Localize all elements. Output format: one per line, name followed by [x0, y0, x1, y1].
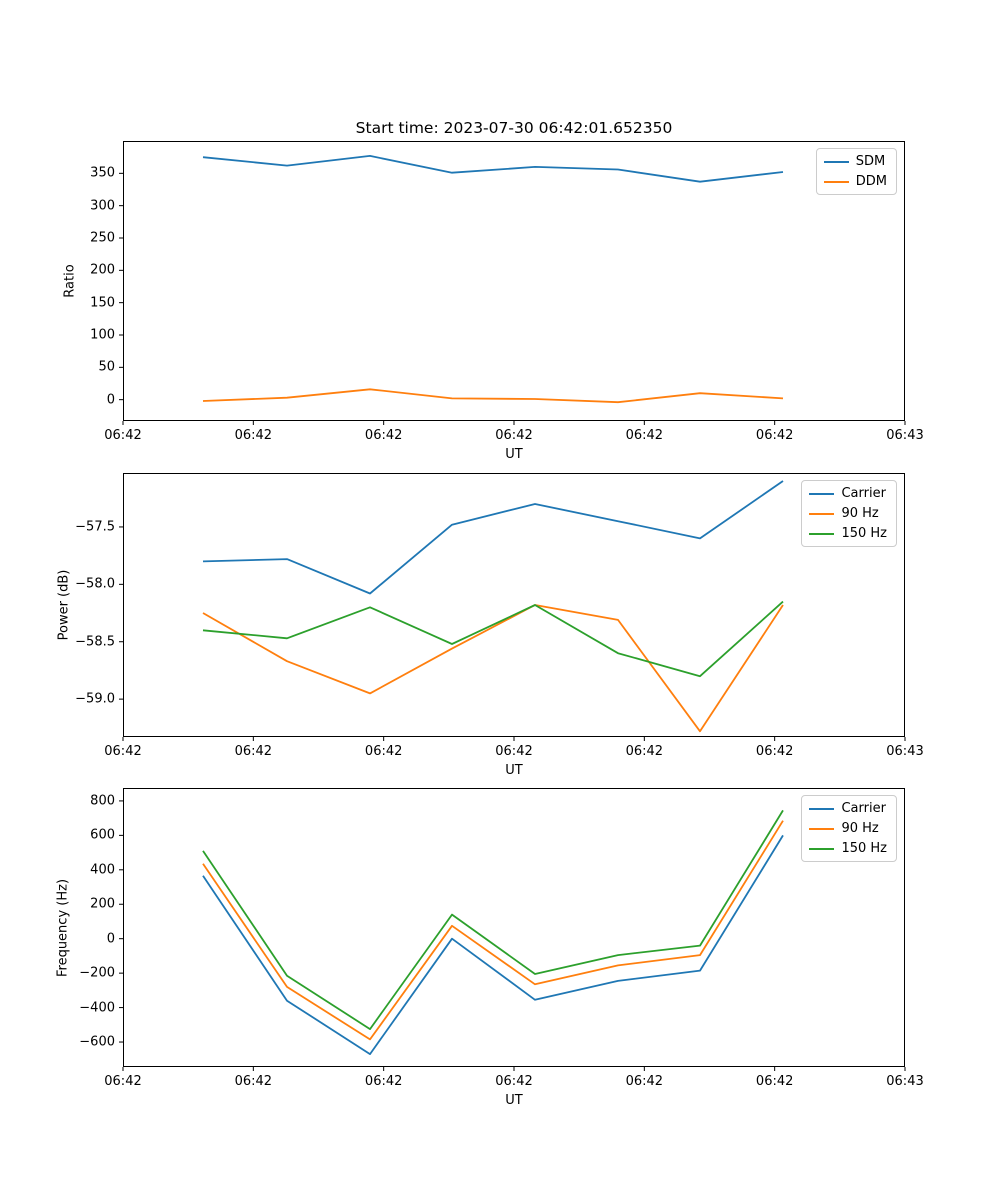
y-tick-label: 600	[90, 827, 115, 843]
x-tick-label: 06:42	[495, 744, 533, 759]
power-chart	[56, 473, 924, 778]
y-tick-label: −58.0	[75, 576, 115, 592]
x-tick-label: 06:42	[234, 428, 273, 443]
y-tick-label: 300	[90, 198, 115, 214]
legend-entry	[809, 841, 887, 856]
legend-entry	[809, 801, 887, 816]
y-tick-label: −57.5	[75, 519, 115, 535]
y-tick-label: 200	[90, 262, 115, 278]
legend-label: 90 Hz	[841, 506, 879, 521]
carrier-legend-line-sample	[809, 808, 834, 810]
x-tick-label: 06:42	[495, 1074, 533, 1089]
frequency-chart	[55, 788, 924, 1108]
legend-entry	[809, 486, 887, 501]
axes-frame	[124, 789, 905, 1067]
y-tick-label: 200	[90, 896, 115, 912]
x-tick-label: 06:42	[104, 428, 142, 443]
x-tick-label: 06:42	[755, 1074, 794, 1089]
y-tick-label: 0	[106, 931, 115, 947]
power-plot-legend	[801, 480, 897, 547]
legend-entry	[809, 821, 887, 836]
x-axis-label: UT	[505, 1093, 523, 1108]
legend-label: 90 Hz	[841, 821, 879, 836]
x-tick-label: 06:42	[495, 428, 533, 443]
legend-entry	[824, 174, 887, 189]
x-tick-label: 06:42	[104, 1074, 142, 1089]
axes-frame	[124, 474, 905, 737]
legend-entry	[809, 526, 887, 541]
x-tick-label: 06:42	[625, 428, 664, 443]
y-tick-label: −200	[79, 965, 115, 981]
y-tick-label: −600	[79, 1034, 115, 1050]
90-hz-line	[203, 821, 783, 1040]
ratio-plot-legend	[816, 148, 897, 195]
sdm-legend-line-sample	[824, 161, 849, 163]
150-hz-line	[203, 602, 783, 677]
x-axis-label: UT	[505, 763, 523, 778]
ratio-plot-canvas	[123, 141, 905, 421]
x-tick-label: 06:42	[755, 428, 794, 443]
legend-label: Carrier	[841, 486, 886, 501]
ddm-legend-line-sample	[824, 181, 849, 183]
ratio-chart	[62, 141, 924, 462]
y-tick-label: 150	[90, 295, 115, 311]
150-hz-legend-line-sample	[809, 533, 834, 535]
frequency-plot-legend	[801, 795, 897, 862]
x-tick-label: 06:42	[104, 744, 142, 759]
x-tick-label: 06:42	[364, 428, 403, 443]
carrier-line	[203, 481, 783, 594]
y-axis-label: Power (dB)	[56, 569, 72, 641]
x-tick-label: 06:42	[364, 1074, 403, 1089]
150-hz-line	[203, 810, 783, 1029]
legend-label: 150 Hz	[841, 526, 887, 541]
x-tick-label: 06:42	[755, 744, 794, 759]
x-axis-label: UT	[505, 447, 523, 462]
x-tick-label: 06:42	[625, 744, 664, 759]
x-tick-label: 06:43	[886, 744, 924, 759]
y-axis-label: Frequency (Hz)	[55, 878, 71, 977]
y-tick-label: 250	[90, 230, 115, 246]
y-tick-label: −59.0	[75, 691, 115, 707]
90-hz-legend-line-sample	[809, 513, 834, 515]
frequency-plot-canvas	[123, 788, 905, 1067]
x-tick-label: 06:43	[886, 1074, 924, 1089]
x-tick-label: 06:42	[625, 1074, 664, 1089]
legend-label: SDM	[855, 154, 886, 169]
x-tick-label: 06:43	[886, 428, 924, 443]
legend-entry	[809, 506, 887, 521]
90-hz-legend-line-sample	[809, 828, 834, 830]
legend-label: DDM	[855, 174, 887, 189]
y-tick-label: −58.5	[75, 634, 115, 650]
power-plot-canvas	[123, 473, 905, 737]
figure-title: Start time: 2023-07-30 06:42:01.652350	[355, 119, 673, 137]
legend-label: Carrier	[841, 801, 886, 816]
y-tick-label: 100	[90, 327, 115, 343]
axes-frame	[124, 142, 905, 421]
y-tick-label: 0	[106, 392, 115, 408]
x-tick-label: 06:42	[364, 744, 403, 759]
sdm-line	[203, 156, 783, 182]
ddm-line	[203, 389, 783, 402]
y-tick-label: 350	[90, 165, 115, 181]
carrier-legend-line-sample	[809, 493, 834, 495]
y-tick-label: −400	[79, 1000, 115, 1016]
y-tick-label: 50	[98, 359, 115, 375]
y-tick-label: 800	[90, 793, 115, 809]
150-hz-legend-line-sample	[809, 848, 834, 850]
y-axis-label: Ratio	[62, 264, 78, 298]
x-tick-label: 06:42	[234, 744, 273, 759]
x-tick-label: 06:42	[234, 1074, 273, 1089]
y-tick-label: 400	[90, 862, 115, 878]
legend-entry	[824, 154, 887, 169]
legend-label: 150 Hz	[841, 841, 887, 856]
